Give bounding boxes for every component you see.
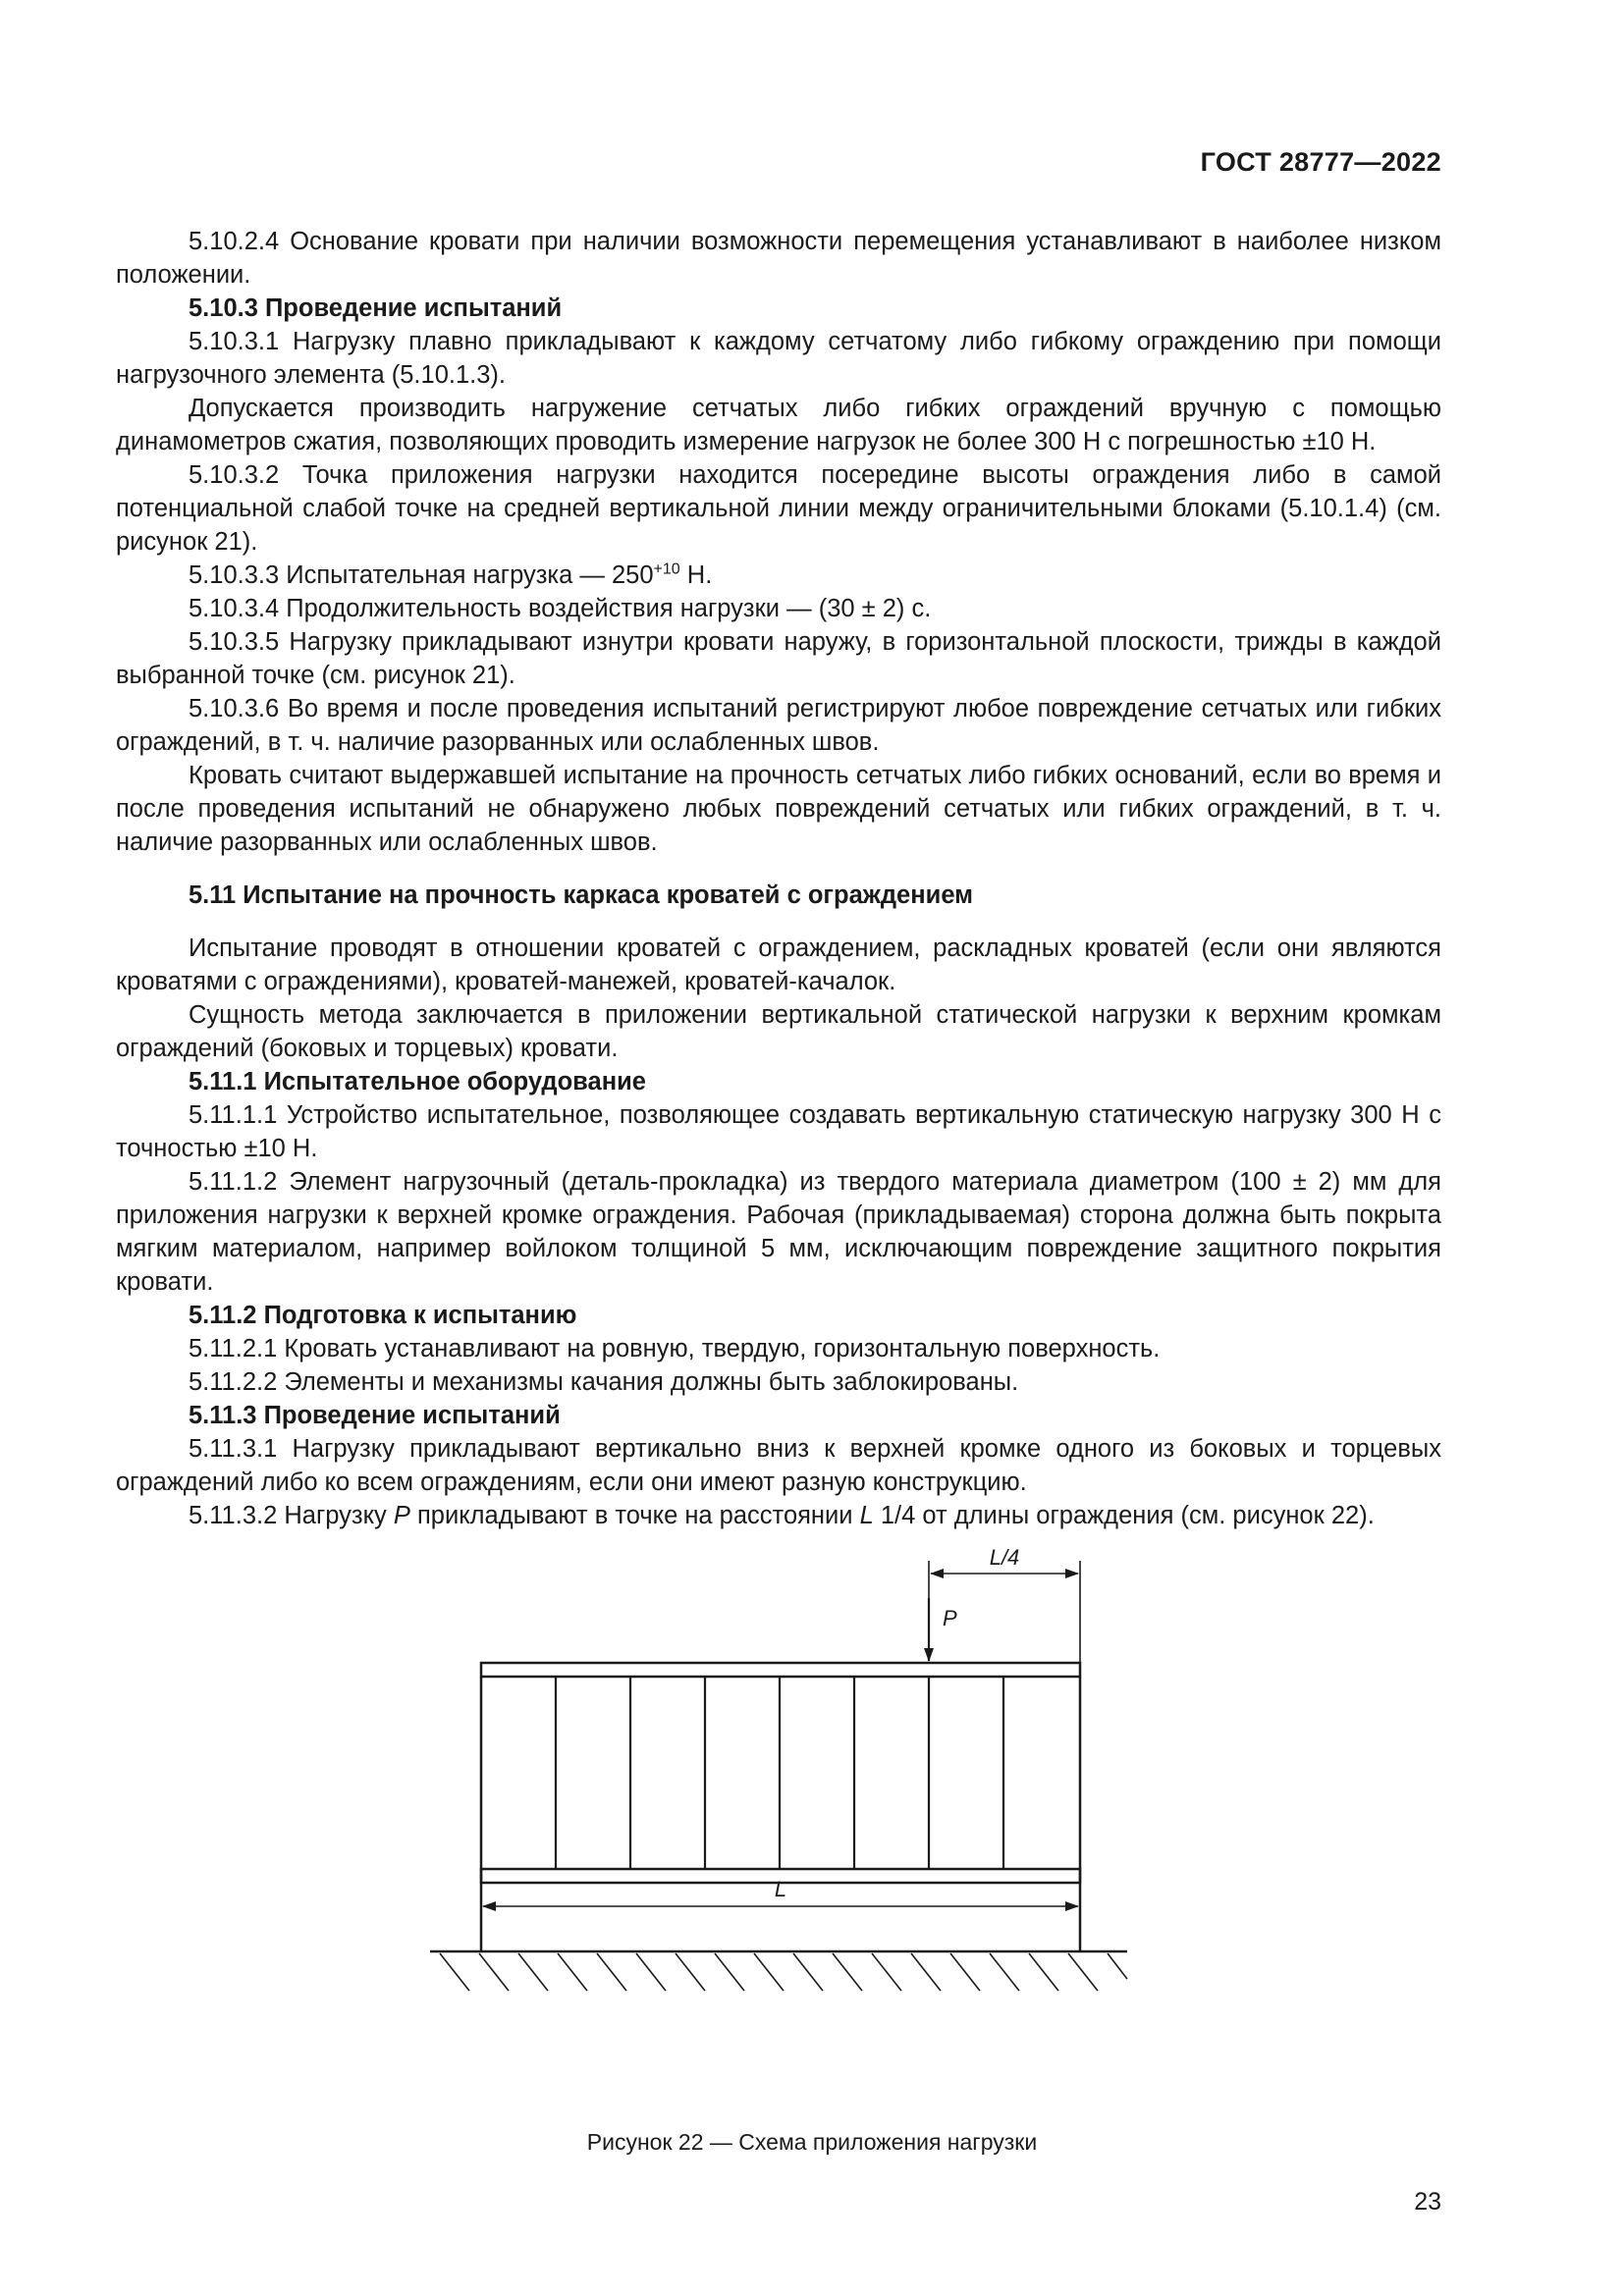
paragraph: Испытание проводят в отношении кроватей с ограждением, раскладных кроватей (если они являются кроватями с ограждениями), кроватей-манежей, кроватей-качалок. xyxy=(116,934,1441,995)
paragraph: 5.10.3.1 Нагрузку плавно прикладывают к каждому сетчатому либо гибкому ограждению при помощи нагрузочного элемента (5.10.1.3). xyxy=(116,328,1441,389)
paragraph: Допускается производить нагружение сетчатых либо гибких ограждений вручную с помощью динамометров сжатия, позволяющих проводить измерение нагрузок не более 300 Н с погрешностью ±10 Н. xyxy=(116,395,1441,455)
paragraph xyxy=(116,1499,1441,1532)
section-heading: 5.11 Испытание на прочность каркаса кроватей с ограждением xyxy=(189,881,974,909)
paragraph: Сущность метода заключается в приложении вертикальной статической нагрузки к верхним кромкам ограждений (боковых и торцевых) кровати. xyxy=(116,1001,1441,1062)
subsection-heading: 5.11.1 Испытательное оборудование xyxy=(189,1068,646,1095)
slats xyxy=(556,1677,1003,1869)
document-header: ГОСТ 28777—2022 xyxy=(1200,147,1441,177)
subsection-heading: 5.11.3 Проведение испытаний xyxy=(189,1402,561,1429)
paragraph: 5.11.1.1 Устройство испытательное, позволяющее создавать вертикальную статическую нагрузку 300 Н с точностью ±10 Н. xyxy=(116,1101,1441,1162)
length-label: L xyxy=(774,1877,787,1901)
figure-22 xyxy=(422,1541,1139,2002)
page-number: 23 xyxy=(1414,2188,1441,2216)
paragraph: 5.10.2.4 Основание кровати при наличии возможности перемещения устанавливают в наиболее низком положении. xyxy=(116,228,1441,289)
paragraph-text: Н. xyxy=(679,561,713,589)
paragraph: 5.11.2.2 Элементы и механизмы качания должны быть заблокированы. xyxy=(189,1368,1019,1396)
quarter-length-label: L/4 xyxy=(989,1545,1020,1570)
paragraph: 5.11.3.1 Нагрузку прикладывают вертикально вниз к верхней кромке одного из боковых и торцевых ограждений либо ко всем ограждениям, если они имеют разную конструкцию. xyxy=(116,1435,1441,1496)
paragraph xyxy=(116,559,1441,592)
variable-symbol: P xyxy=(393,1502,410,1529)
figure-caption: Рисунок 22 — Схема приложения нагрузки xyxy=(586,2129,1038,2155)
force-label: P xyxy=(943,1606,957,1630)
paragraph-text: 5.11.3.2 Нагрузку xyxy=(189,1502,394,1529)
paragraph-text: 1/4 от длины ограждения (см. рисунок 22). xyxy=(873,1502,1375,1529)
paragraph: 5.11.1.2 Элемент нагрузочный (деталь-прокладка) из твердого материала диаметром (100 ± 2) мм для приложения нагрузки к верхней кромке ограждения. Рабочая (прикладываемая) сторона должна быть покрыта мягким материалом, например войлоком толщиной 5 мм, исключающим повреждение защитного покрытия кровати. xyxy=(116,1168,1441,1296)
paragraph-text: прикладывают в точке на расстоянии xyxy=(409,1502,860,1529)
subsection-heading: 5.10.3 Проведение испытаний xyxy=(189,294,563,322)
paragraph: Кровать считают выдержавшей испытание на прочность сетчатых либо гибких оснований, если во время и после проведения испытаний не обнаружено любых повреждений сетчатых или гибких ограждений, в т. ч. наличие разорванных или ослабленных швов. xyxy=(116,762,1441,856)
paragraph: 5.11.2.1 Кровать устанавливают на ровную, твердую, горизонтальную поверхность. xyxy=(189,1335,1161,1362)
load-scheme-diagram xyxy=(422,1541,1139,2002)
paragraph: 5.10.3.5 Нагрузку прикладывают изнутри кровати наружу, в горизонтальной плоскости, трижды в каждой выбранной точке (см. рисунок 21). xyxy=(116,628,1441,689)
ground-hatching xyxy=(440,1953,1127,1991)
paragraph-text: 5.10.3.3 Испытательная нагрузка — 250 xyxy=(189,561,654,589)
paragraph: 5.10.3.2 Точка приложения нагрузки находится посередине высоты ограждения либо в самой потенциальной слабой точке на средней вертикальной линии между ограничительными блоками (5.10.1.4) (см. рисунок 21). xyxy=(116,461,1441,556)
document-body xyxy=(116,225,1441,1532)
tolerance-superscript: +10 xyxy=(653,561,680,578)
paragraph: 5.10.3.4 Продолжительность воздействия нагрузки — (30 ± 2) с. xyxy=(189,595,932,622)
top-rail xyxy=(481,1663,1080,1677)
paragraph: 5.10.3.6 Во время и после проведения испытаний регистрируют любое повреждение сетчатых или гибких ограждений, в т. ч. наличие разорванных или ослабленных швов. xyxy=(116,695,1441,756)
subsection-heading: 5.11.2 Подготовка к испытанию xyxy=(189,1302,577,1329)
variable-symbol: L xyxy=(859,1502,874,1529)
